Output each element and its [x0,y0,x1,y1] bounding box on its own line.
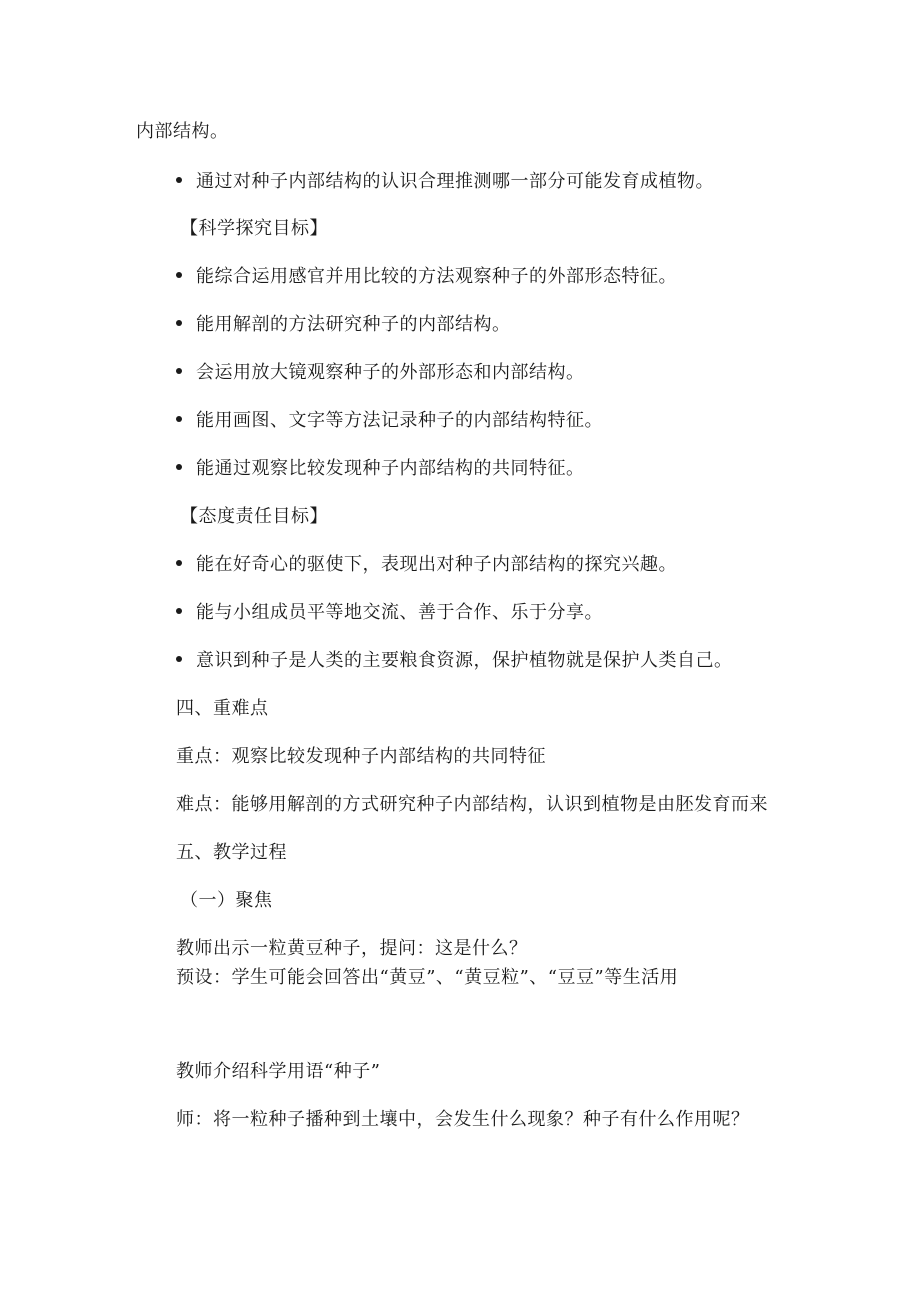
list-item-text: 意识到种子是人类的主要粮食资源，保护植物就是保护人类自己。 [196,650,733,671]
key-point-text: 重点：观察比较发现种子内部结构的共同特征 [176,746,546,767]
section-5-title: 五、教学过程 [176,842,287,863]
list-item [176,313,511,337]
list-item-text: 能综合运用感官并用比较的方法观察种子的外部形态特征。 [196,266,677,287]
list-item-text: 能通过观察比较发现种子内部结构的共同特征。 [196,458,585,479]
bullet-icon [176,416,182,422]
bullet-icon [176,608,182,614]
list-item [176,361,585,385]
list-item-text: 会运用放大镜观察种子的外部形态和内部结构。 [196,362,585,383]
list-item-text: 能在好奇心的驱使下，表现出对种子内部结构的探究兴趣。 [196,554,677,575]
list-item [176,457,585,481]
bullet-icon [176,560,182,566]
section-4-title: 四、重难点 [176,698,269,719]
list-item-text: 能用解剖的方法研究种子的内部结构。 [196,314,511,335]
paragraph: 教师介绍科学用语“种子” [176,1061,381,1082]
list-item-text: 能与小组成员平等地交流、善于合作、乐于分享。 [196,602,603,623]
bullet-icon [176,656,182,662]
inquiry-goals-heading: 【科学探究目标】 [180,218,328,239]
bullet-icon [176,368,182,374]
bullet-icon [176,272,182,278]
list-item-text: 通过对种子内部结构的认识合理推测哪一部分可能发育成植物。 [196,171,714,192]
attitude-goals-heading: 【态度责任目标】 [180,506,328,527]
list-item [176,601,603,625]
subsection-focus-title: （一）聚焦 [180,890,273,911]
bullet-icon [176,177,182,183]
bullet-icon [176,320,182,326]
bullet-icon [176,464,182,470]
list-item [176,170,714,194]
paragraph: 师：将一粒种子播种到土壤中，会发生什么现象？种子有什么作用呢？ [176,1109,750,1130]
list-item [176,265,677,289]
list-item [176,553,677,577]
difficult-point-text: 难点：能够用解剖的方式研究种子内部结构，认识到植物是由胚发育而来 [176,794,768,815]
intro-tail-text: 内部结构。 [136,121,229,142]
paragraph: 教师出示一粒黄豆种子，提问：这是什么？ [176,938,528,959]
paragraph: 预设：学生可能会回答出“黄豆”、“黄豆粒”、“豆豆”等生活用 [176,967,679,988]
list-item [176,409,603,433]
list-item-text: 能用画图、文字等方法记录种子的内部结构特征。 [196,410,603,431]
list-item [176,649,733,673]
